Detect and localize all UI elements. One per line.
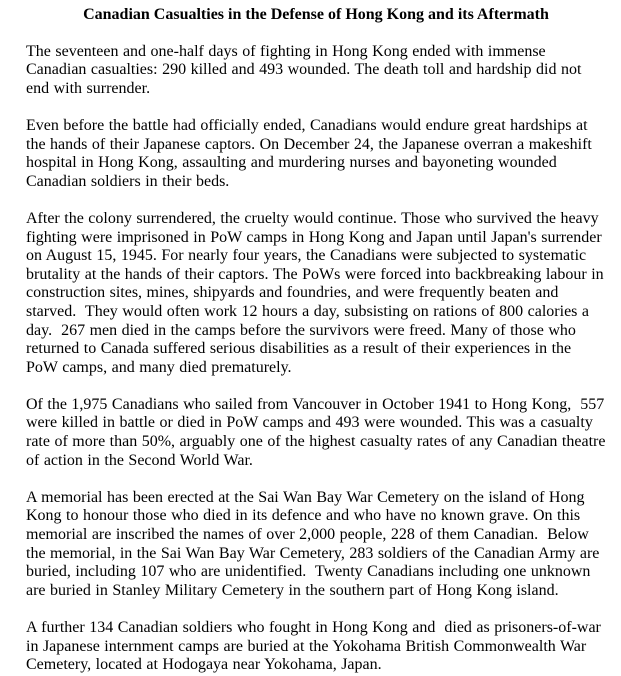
paragraph-sai-wan-memorial: A memorial has been erected at the Sai Wan Bay War Cemetery on the island of Hong Kong to honour those who died in its defence and who have no known grave. On this memorial are inscribed the names of over 2,000 people, 228 of them Canadian. Below the memorial, in the Sai Wan Bay War Cemetery, 283 soldiers of the Canadian Army are buried, including 107 who are unidentified. Twenty Canadians including one unknown are buried in Stanley Military Cemetery in the southern part of Hong Kong island. [26,488,604,599]
paragraph-hospital-atrocity: Even before the battle had officially ended, Canadians would endure great hardships at the hands of their Japanese captors. On December 24, the Japanese overran a makeshift hospital in Hong Kong, assaulting and murdering nurses and bayoneting wounded Canadian soldiers in their beds. [26,116,597,190]
document-title: Canadian Casualties in the Defense of Hong Kong and its Aftermath [83,6,549,23]
paragraph-yokohama-cemetery: A further 134 Canadian soldiers who fought in Hong Kong and died as prisoners-of-war in Japanese internment camps are buried at the Yokohama British Commonwealth War Cemetery, located at Hodogaya near Yokohama, Japan. [26,619,606,674]
paragraph-pow-camps: After the colony surrendered, the cruelty would continue. Those who survived the heavy fighting were imprisoned in PoW camps in Hong Kong and Japan until Japan's surrender on August 15, 1945. For nearly four years, the Canadians were subjected to systematic brutality at the hands of their captors. The PoWs were forced into backbreaking labour in construction sites, mines, shipyards and foundries, and were frequently beaten and starved. They would often work 12 hours a day, subsisting on rations of 800 calories a day. 267 men died in the camps before the survivors were freed. Many of those who returned to Canada suffered serious disabilities as a result of their experiences in the PoW camps, and many died prematurely. [26,209,609,376]
paragraph-casualty-summary: The seventeen and one-half days of fighting in Hong Kong ended with immense Canadian casualties: 290 killed and 493 wounded. The death toll and hardship did not end with surrender. [26,42,586,97]
paragraph-casualty-rate: Of the 1,975 Canadians who sailed from Vancouver in October 1941 to Hong Kong, 557 were killed in battle or died in PoW camps and 493 were wounded. This was a casualty rate of more than 50%, arguably one of the highest casualty rates of any Canadian theatre of action in the Second World War. [26,395,610,469]
